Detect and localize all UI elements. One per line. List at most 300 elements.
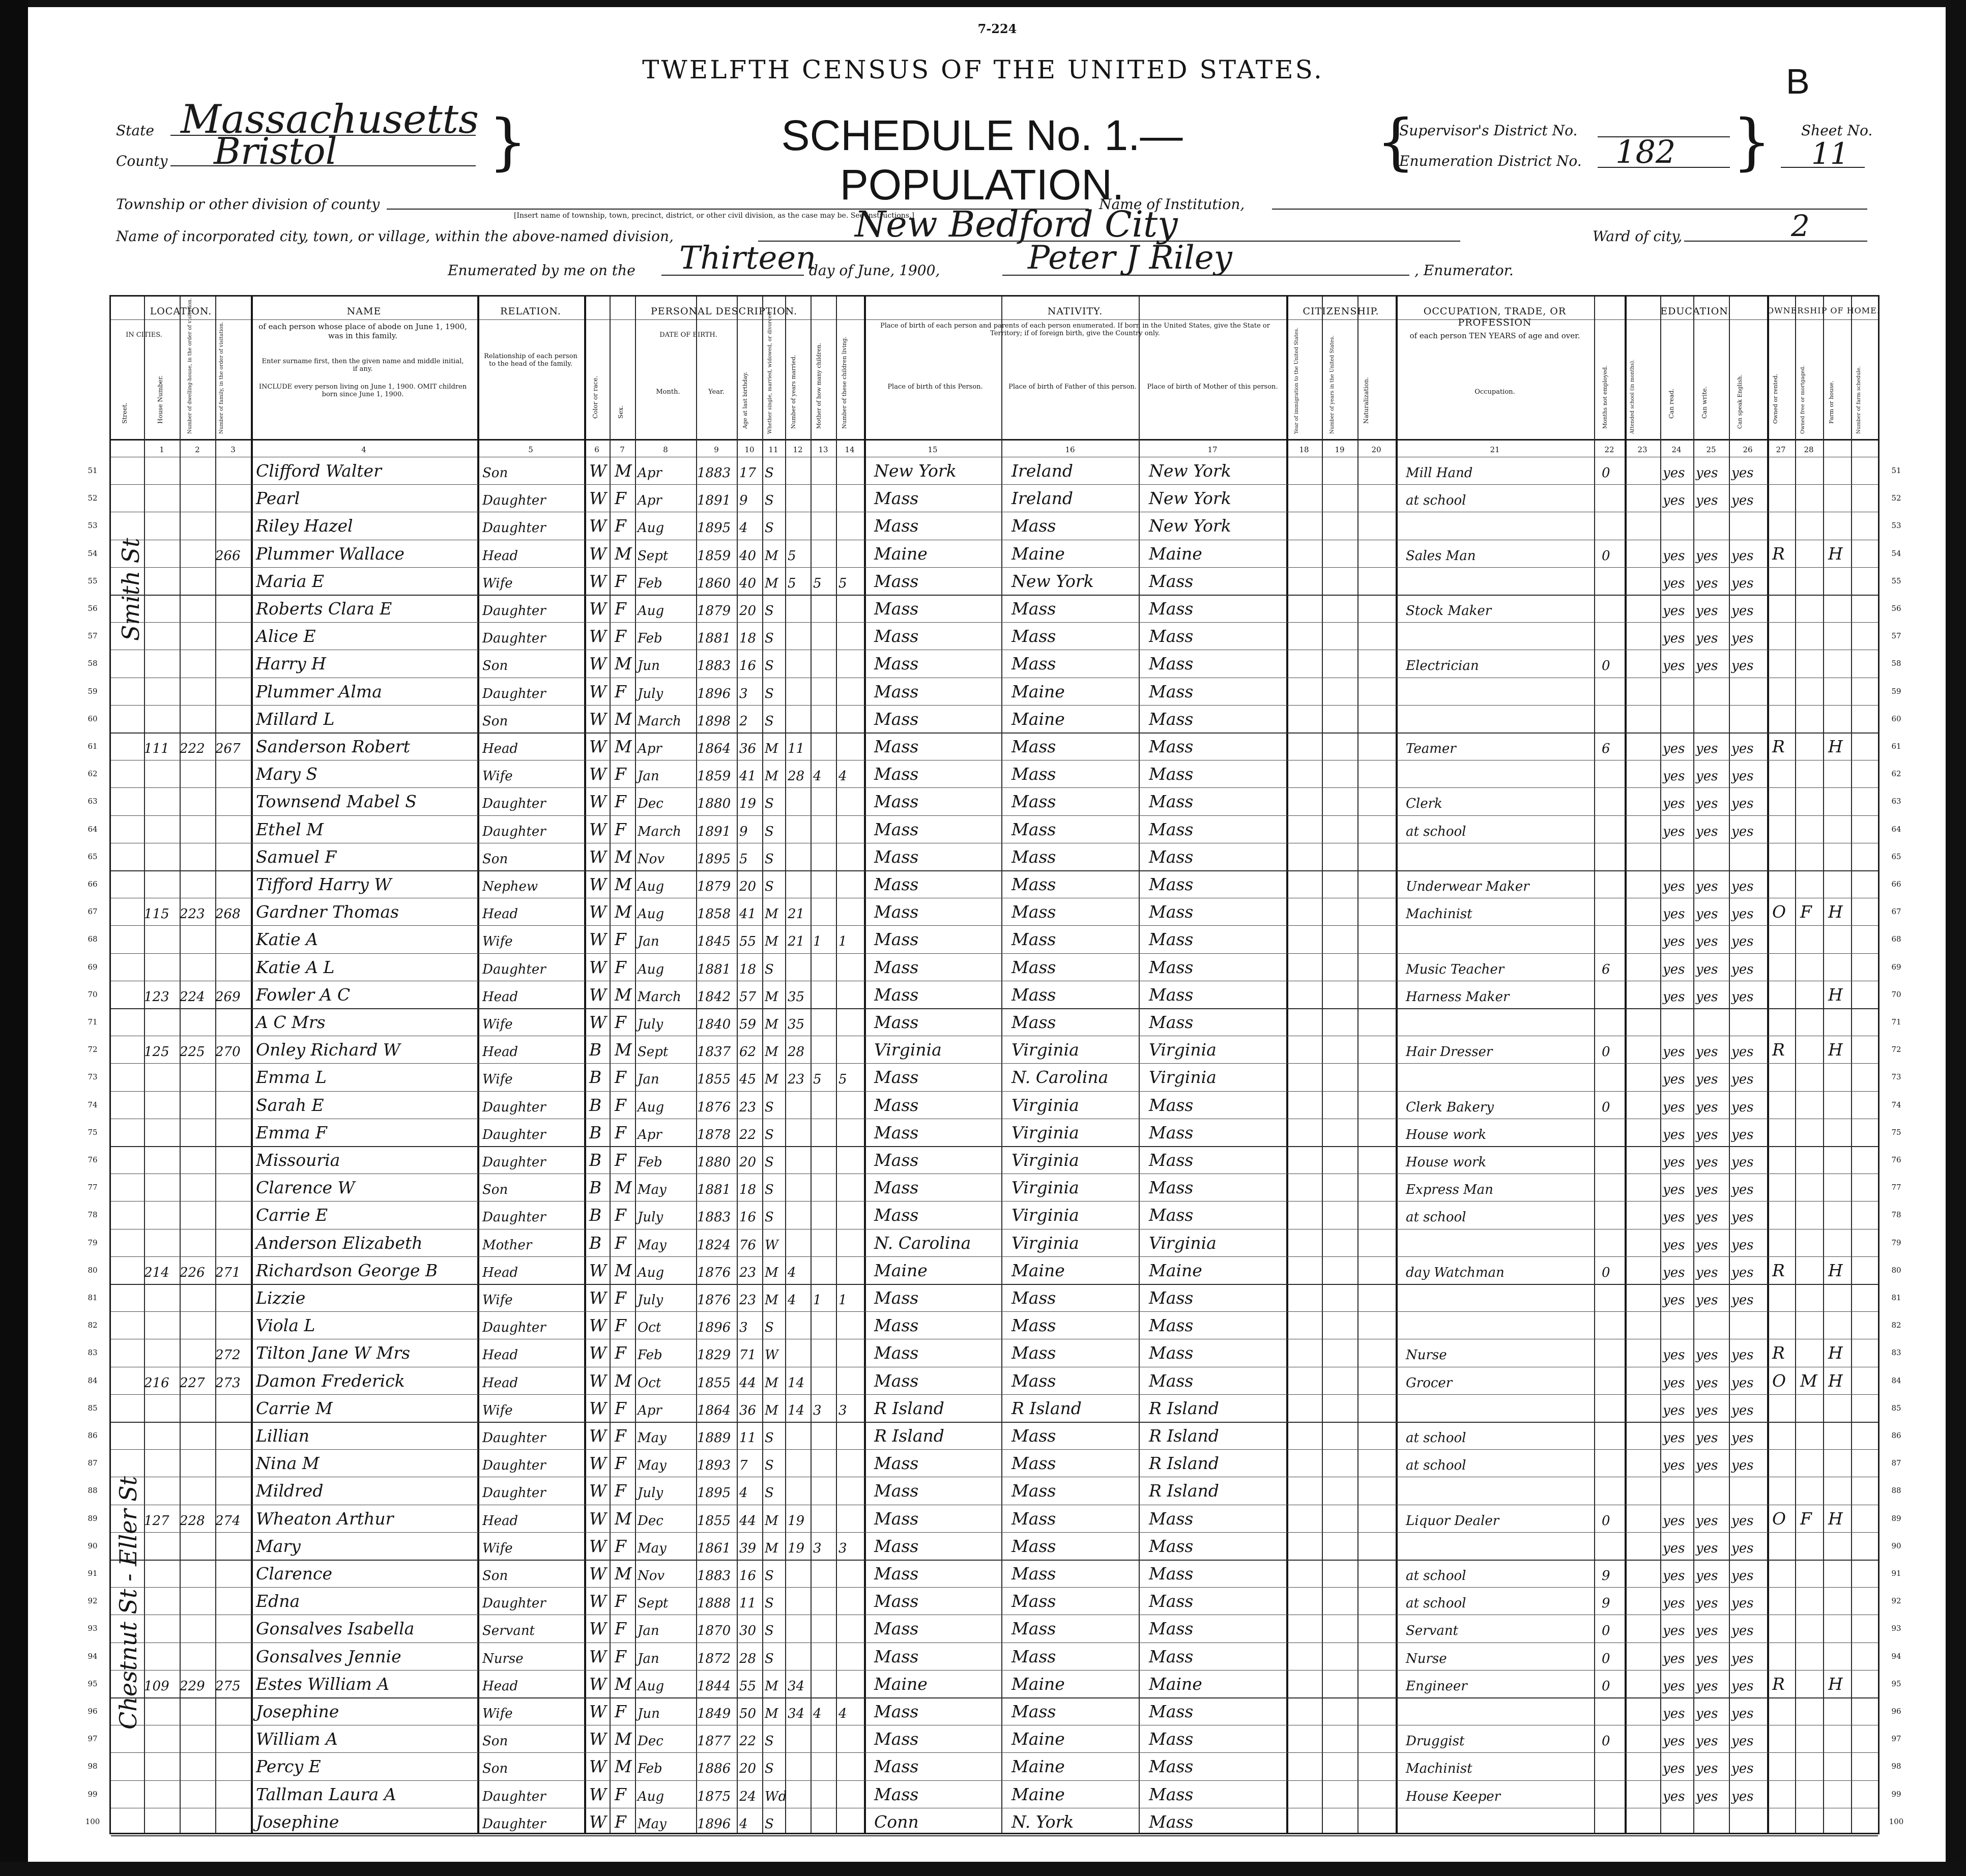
cell-dwelling: 222: [180, 741, 205, 756]
column-divider: [864, 297, 866, 1833]
cell-month: Aug: [638, 603, 664, 619]
cell-sex: F: [615, 1619, 626, 1639]
cell-occupation: Underwear Maker: [1406, 879, 1529, 894]
cell-unemp: 6: [1602, 961, 1610, 977]
header-dwelling-number: Number of dwelling-house, in the order of visitation.: [187, 298, 193, 434]
column-divider: [1322, 297, 1323, 1833]
cell-name: Plummer Wallace: [256, 543, 404, 564]
cell-ym: 28: [788, 1044, 805, 1060]
cell-mother-b: Mass: [1149, 1646, 1194, 1666]
cell-name: Emma L: [256, 1067, 327, 1088]
cell-father: Mass: [1011, 1646, 1056, 1666]
column-divider: [251, 297, 253, 1833]
cell-write: yes: [1696, 1596, 1718, 1611]
cell-marital: S: [765, 851, 774, 867]
cell-name: Onley Richard W: [256, 1040, 400, 1060]
cell-name: Katie A: [256, 929, 318, 950]
cell-month: Jan: [638, 769, 659, 784]
cell-age: 45: [739, 1072, 757, 1088]
cell-sex: F: [615, 1288, 626, 1308]
row-rule: [111, 567, 1878, 568]
line-number: 90: [1891, 1541, 1901, 1550]
header-farm-house: Farm or house.: [1828, 380, 1835, 424]
cell-read: yes: [1663, 548, 1685, 564]
cell-color: W: [589, 1811, 606, 1832]
line-number: 55: [1891, 576, 1901, 585]
cell-birth: Mass: [874, 1756, 919, 1777]
cell-color: W: [589, 461, 606, 481]
cell-mother-b: Mass: [1149, 984, 1194, 1005]
row-rule: [111, 787, 1878, 788]
row-rule: [111, 484, 1878, 485]
cell-write: yes: [1696, 961, 1718, 977]
cell-name: Gonsalves Jennie: [256, 1646, 401, 1666]
cell-relation: Head: [482, 1678, 518, 1694]
cell-relation: Daughter: [482, 493, 546, 509]
cell-mother: 3: [813, 1402, 822, 1418]
cell-relation: Daughter: [482, 1816, 546, 1832]
cell-year: 1844: [697, 1678, 731, 1694]
cell-father: N. Carolina: [1011, 1067, 1109, 1088]
cell-read: yes: [1663, 824, 1685, 839]
cell-unemp: 0: [1602, 1651, 1610, 1666]
cell-father: Mass: [1011, 929, 1056, 950]
group-citizenship: CITIZENSHIP.: [1303, 306, 1379, 317]
cell-speak: yes: [1731, 603, 1754, 619]
column-number: 24: [1671, 445, 1682, 454]
cell-birth: Mass: [874, 984, 919, 1005]
cell-free: F: [1800, 1508, 1812, 1529]
row-rule: [111, 1091, 1878, 1092]
cell-color: W: [589, 681, 606, 701]
line-number: 99: [1891, 1789, 1901, 1799]
cell-mother-b: Mass: [1149, 626, 1194, 647]
cell-month: May: [638, 1540, 667, 1556]
cell-speak: yes: [1731, 1402, 1754, 1418]
cell-ym: 19: [788, 1540, 805, 1556]
cell-age: 71: [739, 1347, 757, 1363]
cell-speak: yes: [1731, 879, 1754, 894]
cell-month: Nov: [638, 851, 665, 867]
header-color: Color or race.: [592, 375, 599, 419]
cell-write: yes: [1696, 1210, 1718, 1225]
header-nativity-desc: Place of birth of each person and parents of each person enumerated. If born in the United States, give the State or Territory; if of foreign birth, give the Country only.: [880, 322, 1270, 337]
cell-write: yes: [1696, 1237, 1718, 1253]
column-number: 18: [1299, 445, 1309, 454]
cell-occupation: Machinist: [1406, 906, 1472, 922]
line-number: 86: [1891, 1431, 1901, 1440]
cell-family: 275: [215, 1678, 241, 1694]
cell-write: yes: [1696, 1678, 1718, 1694]
line-number: 93: [88, 1624, 98, 1633]
header-years-us: Number of years in the United States.: [1329, 335, 1335, 434]
cell-sex: F: [615, 1233, 626, 1253]
cell-month: Feb: [638, 1155, 662, 1170]
cell-color: W: [589, 1426, 606, 1446]
line-number: 91: [88, 1569, 98, 1578]
cell-relation: Wife: [482, 575, 513, 591]
cell-mother-b: Mass: [1149, 1536, 1194, 1556]
cell-occupation: at school: [1406, 1568, 1466, 1584]
column-divider: [1594, 297, 1595, 1833]
cell-year: 1879: [697, 603, 731, 619]
cell-occupation: at school: [1406, 1430, 1466, 1446]
cell-unemp: 0: [1602, 1513, 1610, 1529]
cell-marital: S: [765, 1485, 774, 1501]
cell-mother-b: Maine: [1149, 543, 1202, 564]
cell-unemp: 0: [1602, 1734, 1610, 1749]
cell-ym: 19: [788, 1513, 805, 1529]
cell-color: W: [589, 488, 606, 509]
line-number: 51: [88, 466, 98, 475]
cell-family: 269: [215, 989, 241, 1005]
brace-right-close: }: [1732, 107, 1772, 178]
row-rule: [111, 1256, 1878, 1257]
header-farm-schedule: Number of farm schedule.: [1856, 366, 1862, 434]
cell-birth: Mass: [874, 516, 919, 536]
header-occupation: Occupation.: [1474, 388, 1515, 396]
cell-relation: Daughter: [482, 1320, 546, 1336]
cell-speak: yes: [1731, 1072, 1754, 1088]
line-number: 95: [1891, 1679, 1901, 1688]
column-divider: [762, 297, 763, 1833]
cell-age: 4: [739, 520, 748, 536]
cell-father: Maine: [1011, 1784, 1065, 1804]
cell-name: Clarence W: [256, 1178, 355, 1198]
cell-name: Percy E: [256, 1756, 321, 1777]
cell-unemp: 0: [1602, 658, 1610, 674]
cell-sex: M: [615, 461, 632, 481]
line-number: 72: [1891, 1045, 1901, 1054]
cell-marital: M: [765, 1072, 778, 1088]
cell-relation: Mother: [482, 1237, 532, 1253]
cell-age: 36: [739, 741, 757, 756]
cell-occupation: Druggist: [1406, 1734, 1465, 1749]
line-number: 69: [88, 962, 98, 972]
line-number: 58: [1891, 659, 1901, 668]
cell-age: 22: [739, 1127, 757, 1142]
cell-write: yes: [1696, 465, 1718, 481]
cell-write: yes: [1696, 1127, 1718, 1142]
cell-ym: 21: [788, 934, 805, 950]
cell-occupation: Hair Dresser: [1406, 1044, 1493, 1060]
cell-marital: S: [765, 961, 774, 977]
scan-edge-left: [0, 0, 28, 1876]
cell-write: yes: [1696, 1402, 1718, 1418]
cell-speak: yes: [1731, 769, 1754, 784]
cell-age: 7: [739, 1458, 748, 1474]
cell-dwelling: 227: [180, 1375, 205, 1391]
cell-speak: yes: [1731, 1651, 1754, 1666]
cell-sex: F: [615, 1646, 626, 1666]
line-number: 80: [88, 1265, 98, 1275]
cell-occupation: Liquor Dealer: [1406, 1513, 1499, 1529]
cell-name: Tifford Harry W: [256, 874, 392, 894]
cell-mother-b: Mass: [1149, 1343, 1194, 1363]
cell-father: Mass: [1011, 737, 1056, 756]
cell-mother-b: Mass: [1149, 764, 1194, 784]
cell-relation: Son: [482, 1761, 508, 1777]
column-number: 17: [1207, 445, 1218, 454]
column-divider: [584, 297, 586, 1833]
cell-father: Virginia: [1011, 1095, 1079, 1115]
cell-birth: Virginia: [874, 1040, 942, 1060]
cell-color: W: [589, 626, 606, 647]
cell-father: Mass: [1011, 1315, 1056, 1336]
cell-birth: Mass: [874, 626, 919, 647]
cell-age: 57: [739, 989, 757, 1005]
cell-read: yes: [1663, 1623, 1685, 1639]
cell-relation: Head: [482, 1044, 518, 1060]
cell-color: W: [589, 929, 606, 950]
cell-age: 3: [739, 1320, 748, 1336]
column-divider: [610, 297, 611, 1833]
cell-color: B: [589, 1067, 602, 1088]
column-number: 8: [663, 445, 668, 454]
cell-sex: F: [615, 1205, 626, 1225]
row-rule: [111, 1063, 1878, 1064]
cell-speak: yes: [1731, 1265, 1754, 1280]
cell-marital: S: [765, 686, 774, 701]
line-number: 84: [88, 1375, 98, 1385]
cell-name: Josephine: [256, 1811, 339, 1832]
line-number: 59: [1891, 686, 1901, 696]
cell-house: 125: [144, 1044, 169, 1060]
cell-mother: 5: [813, 1072, 822, 1088]
cell-write: yes: [1696, 1568, 1718, 1584]
row-rule: [111, 1394, 1878, 1395]
cell-father: Maine: [1011, 543, 1065, 564]
cell-owned: R: [1772, 1674, 1785, 1694]
cell-family: 270: [215, 1044, 241, 1060]
cell-relation: Head: [482, 1375, 518, 1391]
cell-occupation: Clerk Bakery: [1406, 1099, 1494, 1115]
county-label: County: [116, 153, 168, 169]
sheet-letter: B: [1786, 62, 1810, 101]
cell-name: Damon Frederick: [256, 1370, 405, 1391]
cell-ym: 28: [788, 769, 805, 784]
cell-sex: F: [615, 792, 626, 812]
cell-year: 1895: [697, 851, 731, 867]
line-number: 73: [88, 1072, 98, 1082]
cell-owned: O: [1772, 1370, 1786, 1391]
enumerator-name: Peter J Riley: [1028, 239, 1232, 277]
cell-mother-b: R Island: [1149, 1398, 1219, 1418]
cell-name: Townsend Mabel S: [256, 792, 417, 812]
cell-relation: Daughter: [482, 1485, 546, 1501]
cell-color: W: [589, 1481, 606, 1501]
cell-year: 1875: [697, 1789, 731, 1804]
cell-month: Apr: [638, 465, 662, 481]
cell-relation: Wife: [482, 1293, 513, 1308]
cell-write: yes: [1696, 1375, 1718, 1391]
column-divider: [1729, 297, 1730, 1833]
cell-sex: F: [615, 819, 626, 839]
cell-sex: M: [615, 902, 632, 922]
cell-marital: M: [765, 1017, 778, 1032]
enum-district-underline: [1598, 167, 1730, 168]
cell-father: Maine: [1011, 709, 1065, 729]
cell-month: March: [638, 713, 681, 729]
cell-sex: F: [615, 488, 626, 509]
cell-father: Mass: [1011, 1343, 1056, 1363]
group-relation: RELATION.: [500, 306, 561, 317]
enum-district-value: 182: [1615, 133, 1676, 170]
cell-father: Mass: [1011, 1536, 1056, 1556]
row-rule: [111, 1780, 1878, 1781]
cell-father: Mass: [1011, 1564, 1056, 1584]
cell-farm: H: [1828, 1040, 1843, 1060]
cell-father: Virginia: [1011, 1122, 1079, 1142]
cell-age: 20: [739, 1761, 757, 1777]
cell-year: 1880: [697, 796, 731, 812]
cell-name: Wheaton Arthur: [256, 1508, 394, 1529]
row-rule: [111, 595, 1878, 596]
cell-month: Oct: [638, 1320, 661, 1336]
cell-father: Mass: [1011, 902, 1056, 922]
column-divider: [215, 297, 216, 1833]
cell-sex: M: [615, 1370, 632, 1391]
cell-year: 1872: [697, 1651, 731, 1666]
cell-read: yes: [1663, 1430, 1685, 1446]
cell-speak: yes: [1731, 1789, 1754, 1804]
cell-name: Samuel F: [256, 846, 337, 867]
cell-name: Mildred: [256, 1481, 324, 1501]
cell-sex: M: [615, 1564, 632, 1584]
cell-read: yes: [1663, 879, 1685, 894]
cell-father: R Island: [1011, 1398, 1082, 1418]
cell-month: Jun: [638, 1706, 660, 1721]
line-number: 52: [1891, 493, 1901, 503]
cell-marital: S: [765, 1734, 774, 1749]
cell-occupation: Clerk: [1406, 796, 1442, 812]
cell-marital: S: [765, 1761, 774, 1777]
column-divider: [836, 297, 837, 1833]
cell-read: yes: [1663, 1237, 1685, 1253]
cell-father: Mass: [1011, 1591, 1056, 1611]
cell-name: Pearl: [256, 488, 300, 509]
schedule-title: SCHEDULE No. 1.—POPULATION.: [781, 111, 1183, 209]
cell-birth: Mass: [874, 957, 919, 977]
cell-free: F: [1800, 902, 1812, 922]
cell-father: Mass: [1011, 792, 1056, 812]
column-divider: [1851, 297, 1852, 1833]
cell-marital: S: [765, 465, 774, 481]
cell-write: yes: [1696, 741, 1718, 756]
cell-sex: F: [615, 929, 626, 950]
cell-read: yes: [1663, 1127, 1685, 1142]
cell-relation: Head: [482, 906, 518, 922]
cell-age: 3: [739, 686, 748, 701]
cell-color: W: [589, 1012, 606, 1032]
cell-birth: Maine: [874, 1260, 928, 1280]
line-number: 51: [1891, 466, 1901, 475]
cell-relation: Daughter: [482, 520, 546, 536]
cell-marital: M: [765, 1513, 778, 1529]
cell-age: 22: [739, 1734, 757, 1749]
cell-write: yes: [1696, 493, 1718, 509]
cell-color: W: [589, 764, 606, 784]
cell-father: Mass: [1011, 764, 1056, 784]
enumerated-day: Thirteen: [679, 239, 816, 276]
cell-house: 109: [144, 1678, 169, 1694]
cell-year: 1876: [697, 1293, 731, 1308]
cell-month: July: [638, 1210, 663, 1225]
cell-name: Plummer Alma: [256, 681, 382, 701]
cell-living: 1: [839, 1293, 847, 1308]
cell-read: yes: [1663, 796, 1685, 812]
cell-unemp: 0: [1602, 1623, 1610, 1639]
cell-speak: yes: [1731, 1596, 1754, 1611]
cell-family: 272: [215, 1347, 241, 1363]
cell-name: Nina M: [256, 1453, 320, 1474]
cell-marital: S: [765, 520, 774, 536]
column-number: 3: [230, 445, 236, 454]
header-relation-desc: Relationship of each person to the head of the family.: [484, 353, 577, 368]
cell-speak: yes: [1731, 1155, 1754, 1170]
cell-father: Mass: [1011, 846, 1056, 867]
cell-read: yes: [1663, 906, 1685, 922]
cell-name: Sanderson Robert: [256, 737, 410, 756]
cell-name: Alice E: [256, 626, 316, 647]
group-ownership: OWNERSHIP OF HOME.: [1767, 306, 1880, 315]
cell-color: W: [589, 1784, 606, 1804]
cell-owned: R: [1772, 1260, 1785, 1280]
cell-speak: yes: [1731, 1375, 1754, 1391]
line-number: 97: [1891, 1734, 1901, 1744]
enumerator-underline: [1002, 275, 1409, 276]
line-number: 83: [1891, 1348, 1901, 1358]
cell-mother-b: Mass: [1149, 1811, 1194, 1832]
column-divider: [1660, 297, 1661, 1833]
cell-sex: M: [615, 709, 632, 729]
line-number: 54: [1891, 548, 1901, 558]
cell-ym: 4: [788, 1265, 796, 1280]
cell-marital: M: [765, 1044, 778, 1060]
header-can-read: Can read.: [1668, 388, 1675, 419]
cell-birth: Mass: [874, 1178, 919, 1198]
cell-relation: Daughter: [482, 631, 546, 647]
cell-mother-b: Mass: [1149, 1150, 1194, 1170]
cell-birth: Mass: [874, 846, 919, 867]
column-divider: [180, 297, 181, 1833]
cell-write: yes: [1696, 548, 1718, 564]
cell-age: 16: [739, 1210, 757, 1225]
cell-occupation: at school: [1406, 1210, 1466, 1225]
cell-relation: Daughter: [482, 1099, 546, 1115]
cell-ym: 23: [788, 1072, 805, 1088]
cell-age: 11: [739, 1596, 757, 1611]
cell-read: yes: [1663, 1568, 1685, 1584]
cell-month: Aug: [638, 1789, 664, 1804]
cell-mother-b: Mass: [1149, 957, 1194, 977]
cell-mother-b: Mass: [1149, 792, 1194, 812]
cell-write: yes: [1696, 1458, 1718, 1474]
cell-birth: Mass: [874, 1067, 919, 1088]
cell-year: 1883: [697, 1568, 731, 1584]
cell-speak: yes: [1731, 1044, 1754, 1060]
cell-birth: Conn: [874, 1811, 919, 1832]
cell-year: 1895: [697, 1485, 731, 1501]
line-number: 84: [1891, 1375, 1901, 1385]
cell-sex: F: [615, 1067, 626, 1088]
scan-edge-bottom: [0, 1862, 1966, 1876]
line-number: 57: [88, 631, 98, 641]
cell-father: Ireland: [1011, 461, 1073, 481]
cell-month: May: [638, 1816, 667, 1832]
cell-color: W: [589, 984, 606, 1005]
cell-sex: M: [615, 1508, 632, 1529]
